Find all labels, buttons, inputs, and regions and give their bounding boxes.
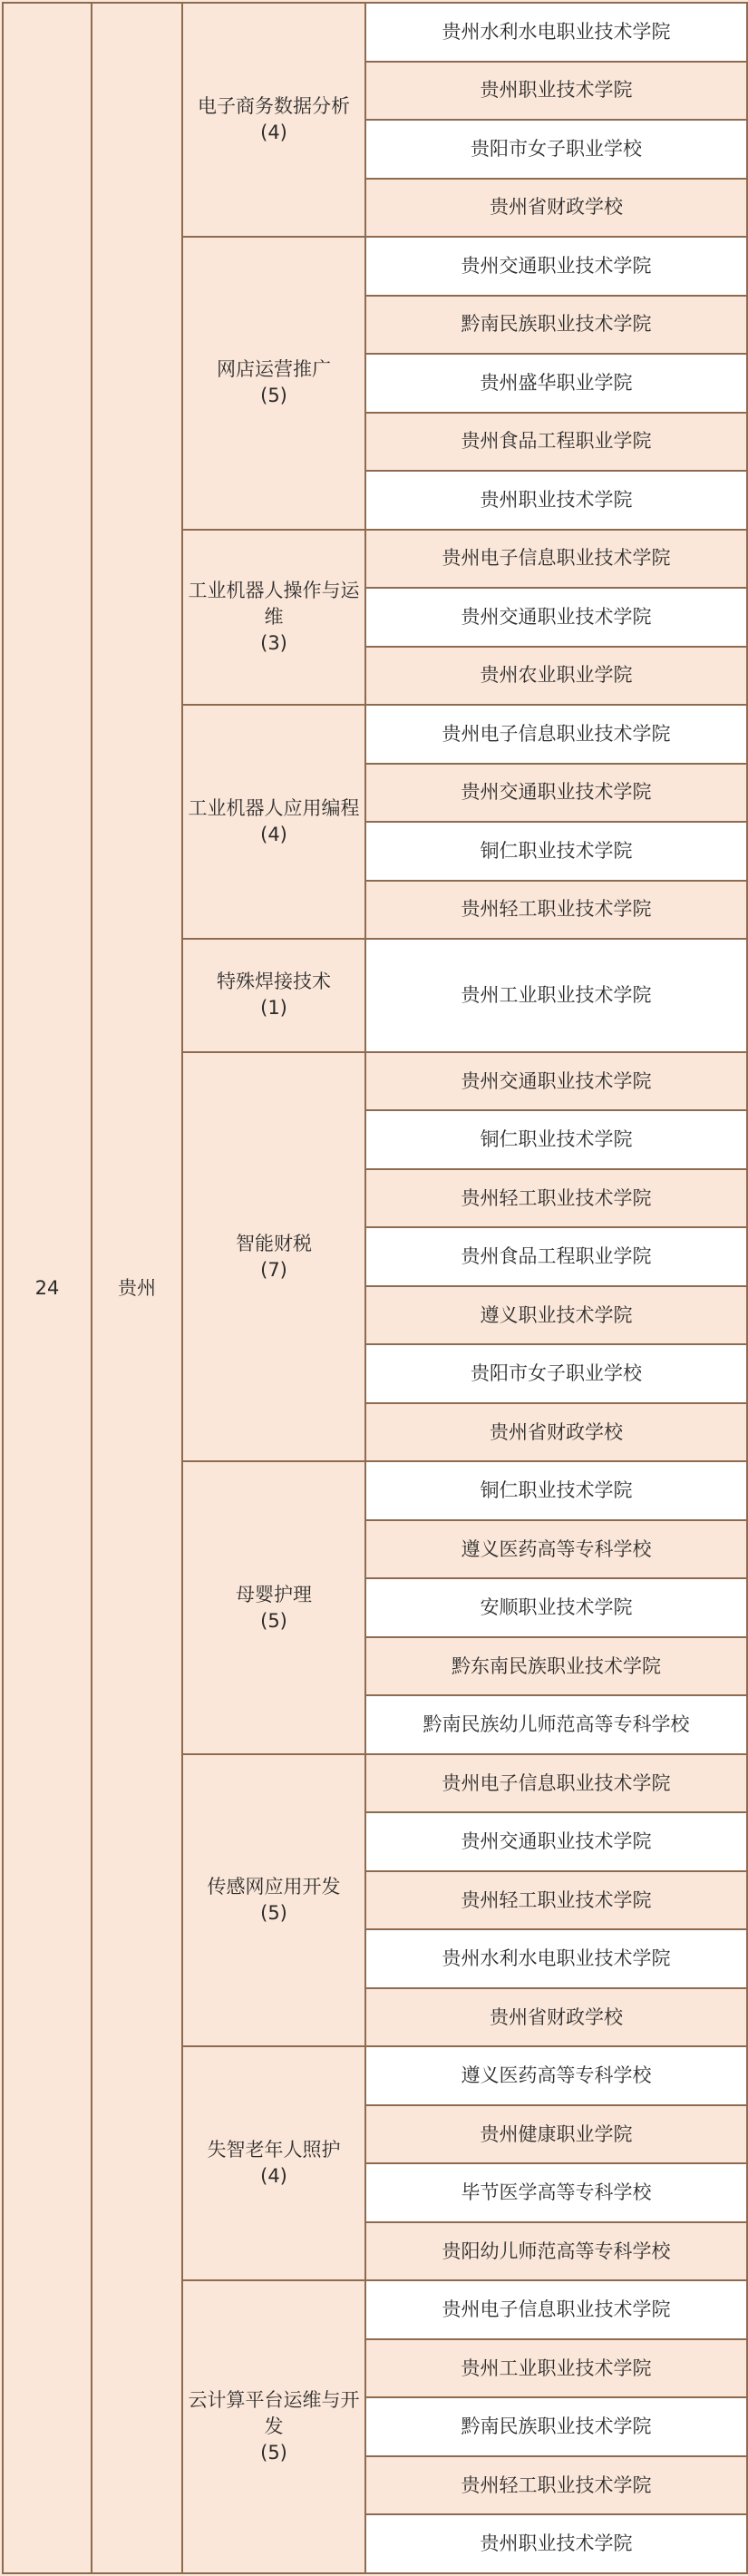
major-name: 工业机器人应用编程 (188, 797, 360, 819)
major-cell (182, 3, 365, 237)
major-name: 云计算平台运维与开发 (188, 2389, 360, 2438)
major-name: 电子商务数据分析 (198, 95, 350, 117)
school-name: 贵州职业技术学院 (365, 62, 747, 121)
school-name: 贵州交通职业技术学院 (365, 1052, 747, 1111)
major-name: 智能财税 (236, 1232, 312, 1254)
major-cell (182, 939, 365, 1052)
major-cell (182, 2046, 365, 2280)
school-name: 铜仁职业技术学院 (365, 1110, 747, 1169)
major-school-count: (5) (260, 1902, 287, 1925)
school-name: 遵义职业技术学院 (365, 1286, 747, 1345)
major-cell (182, 530, 365, 706)
major-school-count: (5) (260, 2442, 287, 2464)
school-name: 贵州农业职业学院 (365, 647, 747, 706)
school-name: 铜仁职业技术学院 (365, 822, 747, 881)
major-name: 母婴护理 (236, 1583, 312, 1605)
school-name: 铜仁职业技术学院 (365, 1461, 747, 1520)
school-name: 安顺职业技术学院 (365, 1578, 747, 1637)
major-cell (182, 1754, 365, 2047)
major-school-count: (4) (260, 824, 287, 845)
school-name: 黔东南民族职业技术学院 (365, 1637, 747, 1696)
school-name: 贵州轻工职业技术学院 (365, 1871, 747, 1930)
school-name: 贵州省财政学校 (365, 1988, 747, 2047)
school-name: 贵阳市女子职业学校 (365, 1344, 747, 1403)
school-name: 毕节医学高等专科学校 (365, 2163, 747, 2222)
school-name: 贵州电子信息职业技术学院 (365, 705, 747, 764)
major-school-count: (4) (260, 2165, 287, 2188)
school-name: 贵州健康职业学院 (365, 2105, 747, 2164)
major-name: 工业机器人操作与运维 (188, 579, 360, 628)
school-name: 贵州职业技术学院 (365, 471, 747, 530)
school-name: 遵义医药高等专科学校 (365, 2046, 747, 2105)
school-name: 贵州省财政学校 (365, 179, 747, 238)
school-name: 贵州交通职业技术学院 (365, 1812, 747, 1871)
school-name: 贵州工业职业技术学院 (365, 2339, 747, 2398)
school-name: 贵州食品工程职业学院 (365, 413, 747, 472)
school-name: 贵州职业技术学院 (365, 2514, 747, 2573)
major-name: 失智老年人照护 (207, 2139, 341, 2161)
school-name: 贵州省财政学校 (365, 1403, 747, 1462)
major-school-count: (5) (260, 385, 287, 407)
major-name: 网店运营推广 (217, 358, 331, 381)
school-name: 贵阳幼儿师范高等专科学校 (365, 2222, 747, 2281)
school-name: 贵州水利水电职业技术学院 (365, 3, 747, 62)
row-number: 24 (3, 3, 92, 2573)
table-body (3, 3, 747, 2573)
school-name: 贵州轻工职业技术学院 (365, 1169, 747, 1228)
table-row (3, 3, 747, 62)
school-name: 贵州轻工职业技术学院 (365, 2456, 747, 2515)
school-name: 贵州交通职业技术学院 (365, 588, 747, 647)
school-name: 黔南民族幼儿师范高等专科学校 (365, 1695, 747, 1754)
major-school-count: (5) (260, 1609, 287, 1632)
school-name: 遵义医药高等专科学校 (365, 1520, 747, 1579)
school-name: 贵州食品工程职业学院 (365, 1227, 747, 1286)
major-name: 特殊焊接技术 (217, 971, 331, 993)
major-school-count: (4) (260, 122, 287, 143)
school-name: 黔南民族职业技术学院 (365, 296, 747, 355)
major-school-count: (7) (260, 1258, 287, 1281)
school-name: 贵州水利水电职业技术学院 (365, 1929, 747, 1988)
school-name: 贵州轻工职业技术学院 (365, 881, 747, 940)
school-name: 黔南民族职业技术学院 (365, 2397, 747, 2456)
major-school-count: (1) (260, 997, 287, 1020)
school-major-table (2, 2, 748, 2574)
school-name: 贵州盛华职业学院 (365, 354, 747, 413)
major-cell (182, 237, 365, 530)
major-name: 传感网应用开发 (207, 1876, 341, 1898)
major-school-count: (3) (260, 631, 287, 654)
school-name: 贵阳市女子职业学校 (365, 120, 747, 179)
school-name: 贵州交通职业技术学院 (365, 237, 747, 296)
major-cell (182, 2280, 365, 2573)
school-name: 贵州电子信息职业技术学院 (365, 1754, 747, 1813)
school-name: 贵州工业职业技术学院 (365, 939, 747, 1052)
school-name: 贵州交通职业技术学院 (365, 764, 747, 823)
school-name: 贵州电子信息职业技术学院 (365, 530, 747, 589)
major-cell (182, 1461, 365, 1754)
province-name: 贵州 (92, 3, 182, 2573)
school-name: 贵州电子信息职业技术学院 (365, 2280, 747, 2339)
major-cell (182, 1052, 365, 1462)
major-cell (182, 705, 365, 939)
